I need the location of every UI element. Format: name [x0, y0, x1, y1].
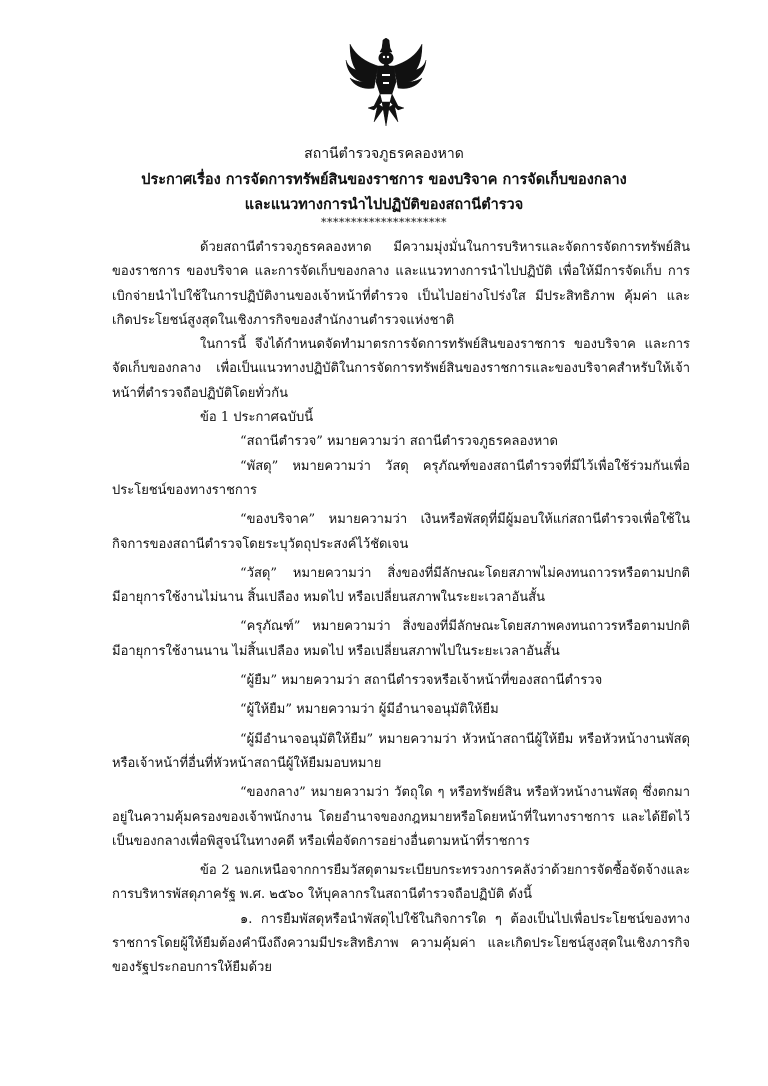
- definition-borrower: “ผู้ยืม” หมายความว่า สถานีตำรวจหรือเจ้าหน้าที่ของสถานีตำรวจ: [240, 673, 603, 689]
- definition-station: “สถานีตำรวจ” หมายความว่า สถานีตำรวจภูธรคลองหาด: [240, 434, 558, 450]
- purpose-paragraph: ในการนี้ จึงได้กำหนดจัดทำมาตรการจัดการทรัพย์สินของราชการ ของบริจาค และการจัดเก็บของกลาง เพื่อเป็นแนวทางปฏิบัติในการจัดการทรัพย์สินของราชการและของบริจาคสำหรับให้เจ้าหน้าที่ตำรวจถือปฏิบัติโดยทั่วกัน: [112, 337, 690, 401]
- definition-lender: “ผู้ให้ยืม” หมายความว่า ผู้มีอำนาจอนุมัติให้ยืม: [240, 702, 499, 718]
- intro-paragraph: ด้วยสถานีตำรวจภูธรคลองหาด มีความมุ่งมั่นในการบริหารและจัดการจัดการทรัพย์สินของราชการ ของบริจาค และการจัดเก็บของกลาง และแนวทางการนำไปปฏิบัติ เพื่อให้มีการจัดเก็บ การเบิกจ่ายนำไปใช้ในการปฏิบัติงานของเจ้าหน้าที่ตำรวจ เป็นไปอย่างโปร่งใส มีประสิทธิภาพ คุ้มค่า และเกิดประโยชน์สูงสุดในเชิงภารกิจของสำนักงานตำรวจแห่งชาติ: [112, 240, 690, 328]
- agency-name: สถานีตำรวจภูธรคลองหาด: [304, 146, 464, 162]
- announcement-title-line2: และแนวทางการนำไปปฏิบัติของสถานีตำรวจ: [244, 196, 524, 213]
- definition-exhibit: “ของกลาง” หมายความว่า วัตถุใด ๆ หรือทรัพย์สิน หรือหัวหน้างานพัสดุ ซึ่งตกมาอยู่ในความคุ้มครองของเจ้าพนักงาน โดยอำนาจของกฎหมายหรือโดยหน้าที่ในทางราชการ และได้ยึดไว้เป็นของกลางเพื่อพิสูจน์ในทางคดี หรือเพื่อจัดการอย่างอื่นตามหน้าที่ราชการ: [112, 785, 690, 849]
- definition-supplies: “พัสดุ” หมายความว่า วัสดุ ครุภัณฑ์ของสถานีตำรวจที่มีไว้เพื่อใช้ร่วมกันเพื่อประโยชน์ของทางราชการ: [112, 458, 690, 498]
- garuda-emblem-icon: [344, 38, 428, 126]
- clause-1-heading: ข้อ 1 ประกาศฉบับนี้: [200, 410, 314, 426]
- announcement-title-line1: ประกาศเรื่อง การจัดการทรัพย์สินของราชการ ของบริจาค การจัดเก็บของกลาง: [141, 171, 627, 188]
- definition-approver: “ผู้มีอำนาจอนุมัติให้ยืม” หมายความว่า หัวหน้าสถานีผู้ให้ยืม หรือหัวหน้างานพัสดุหรือเจ้าหน้าที่อื่นที่หัวหน้าสถานีผู้ให้ยืมมอบหมาย: [112, 731, 690, 771]
- title-separator: *********************: [321, 216, 447, 229]
- definition-durable: “ครุภัณฑ์” หมายความว่า สิ่งของที่มีลักษณะโดยสภาพคงทนถาวรหรือตามปกติมีอายุการใช้งานนาน ไม่สิ้นเปลือง หมดไป หรือเปลี่ยนสภาพไปในระยะเวลาอันสั้น: [112, 619, 690, 659]
- clause-2-item-1: ๑. การยืมพัสดุหรือนำพัสดุไปใช้ในกิจการใด ๆ ต้องเป็นไปเพื่อประโยชน์ของทางราชการโดยผู้ให้ยืมต้องคำนึงถึงความมีประสิทธิภาพ ความคุ้มค่า และเกิดประโยชน์สูงสุดในเชิงภารกิจของรัฐประกอบการให้ยืมด้วย: [112, 911, 690, 976]
- definition-material: “วัสดุ” หมายความว่า สิ่งของที่มีลักษณะโดยสภาพไม่คงทนถาวรหรือตามปกติมีอายุการใช้งานไม่นาน สิ้นเปลือง หมดไป หรือเปลี่ยนสภาพในระยะเวลาอันสั้น: [112, 565, 690, 606]
- announcement-body: [112, 236, 690, 981]
- clause-2-paragraph: ข้อ 2 นอกเหนือจากการยืมวัสดุตามระเบียบกระทรวงการคลังว่าด้วยการจัดซื้อจัดจ้างและการบริหารพัสดุภาครัฐ พ.ศ. ๒๕๖๐ ให้บุคลากรในสถานีตำรวจถือปฏิบัติ ดังนี้: [112, 863, 690, 903]
- definition-donation: “ของบริจาค” หมายความว่า เงินหรือพัสดุที่มีผู้มอบให้แก่สถานีตำรวจเพื่อใช้ในกิจการของสถานีตำรวจโดยระบุวัตถุประสงค์ไว้ชัดเจน: [112, 512, 690, 552]
